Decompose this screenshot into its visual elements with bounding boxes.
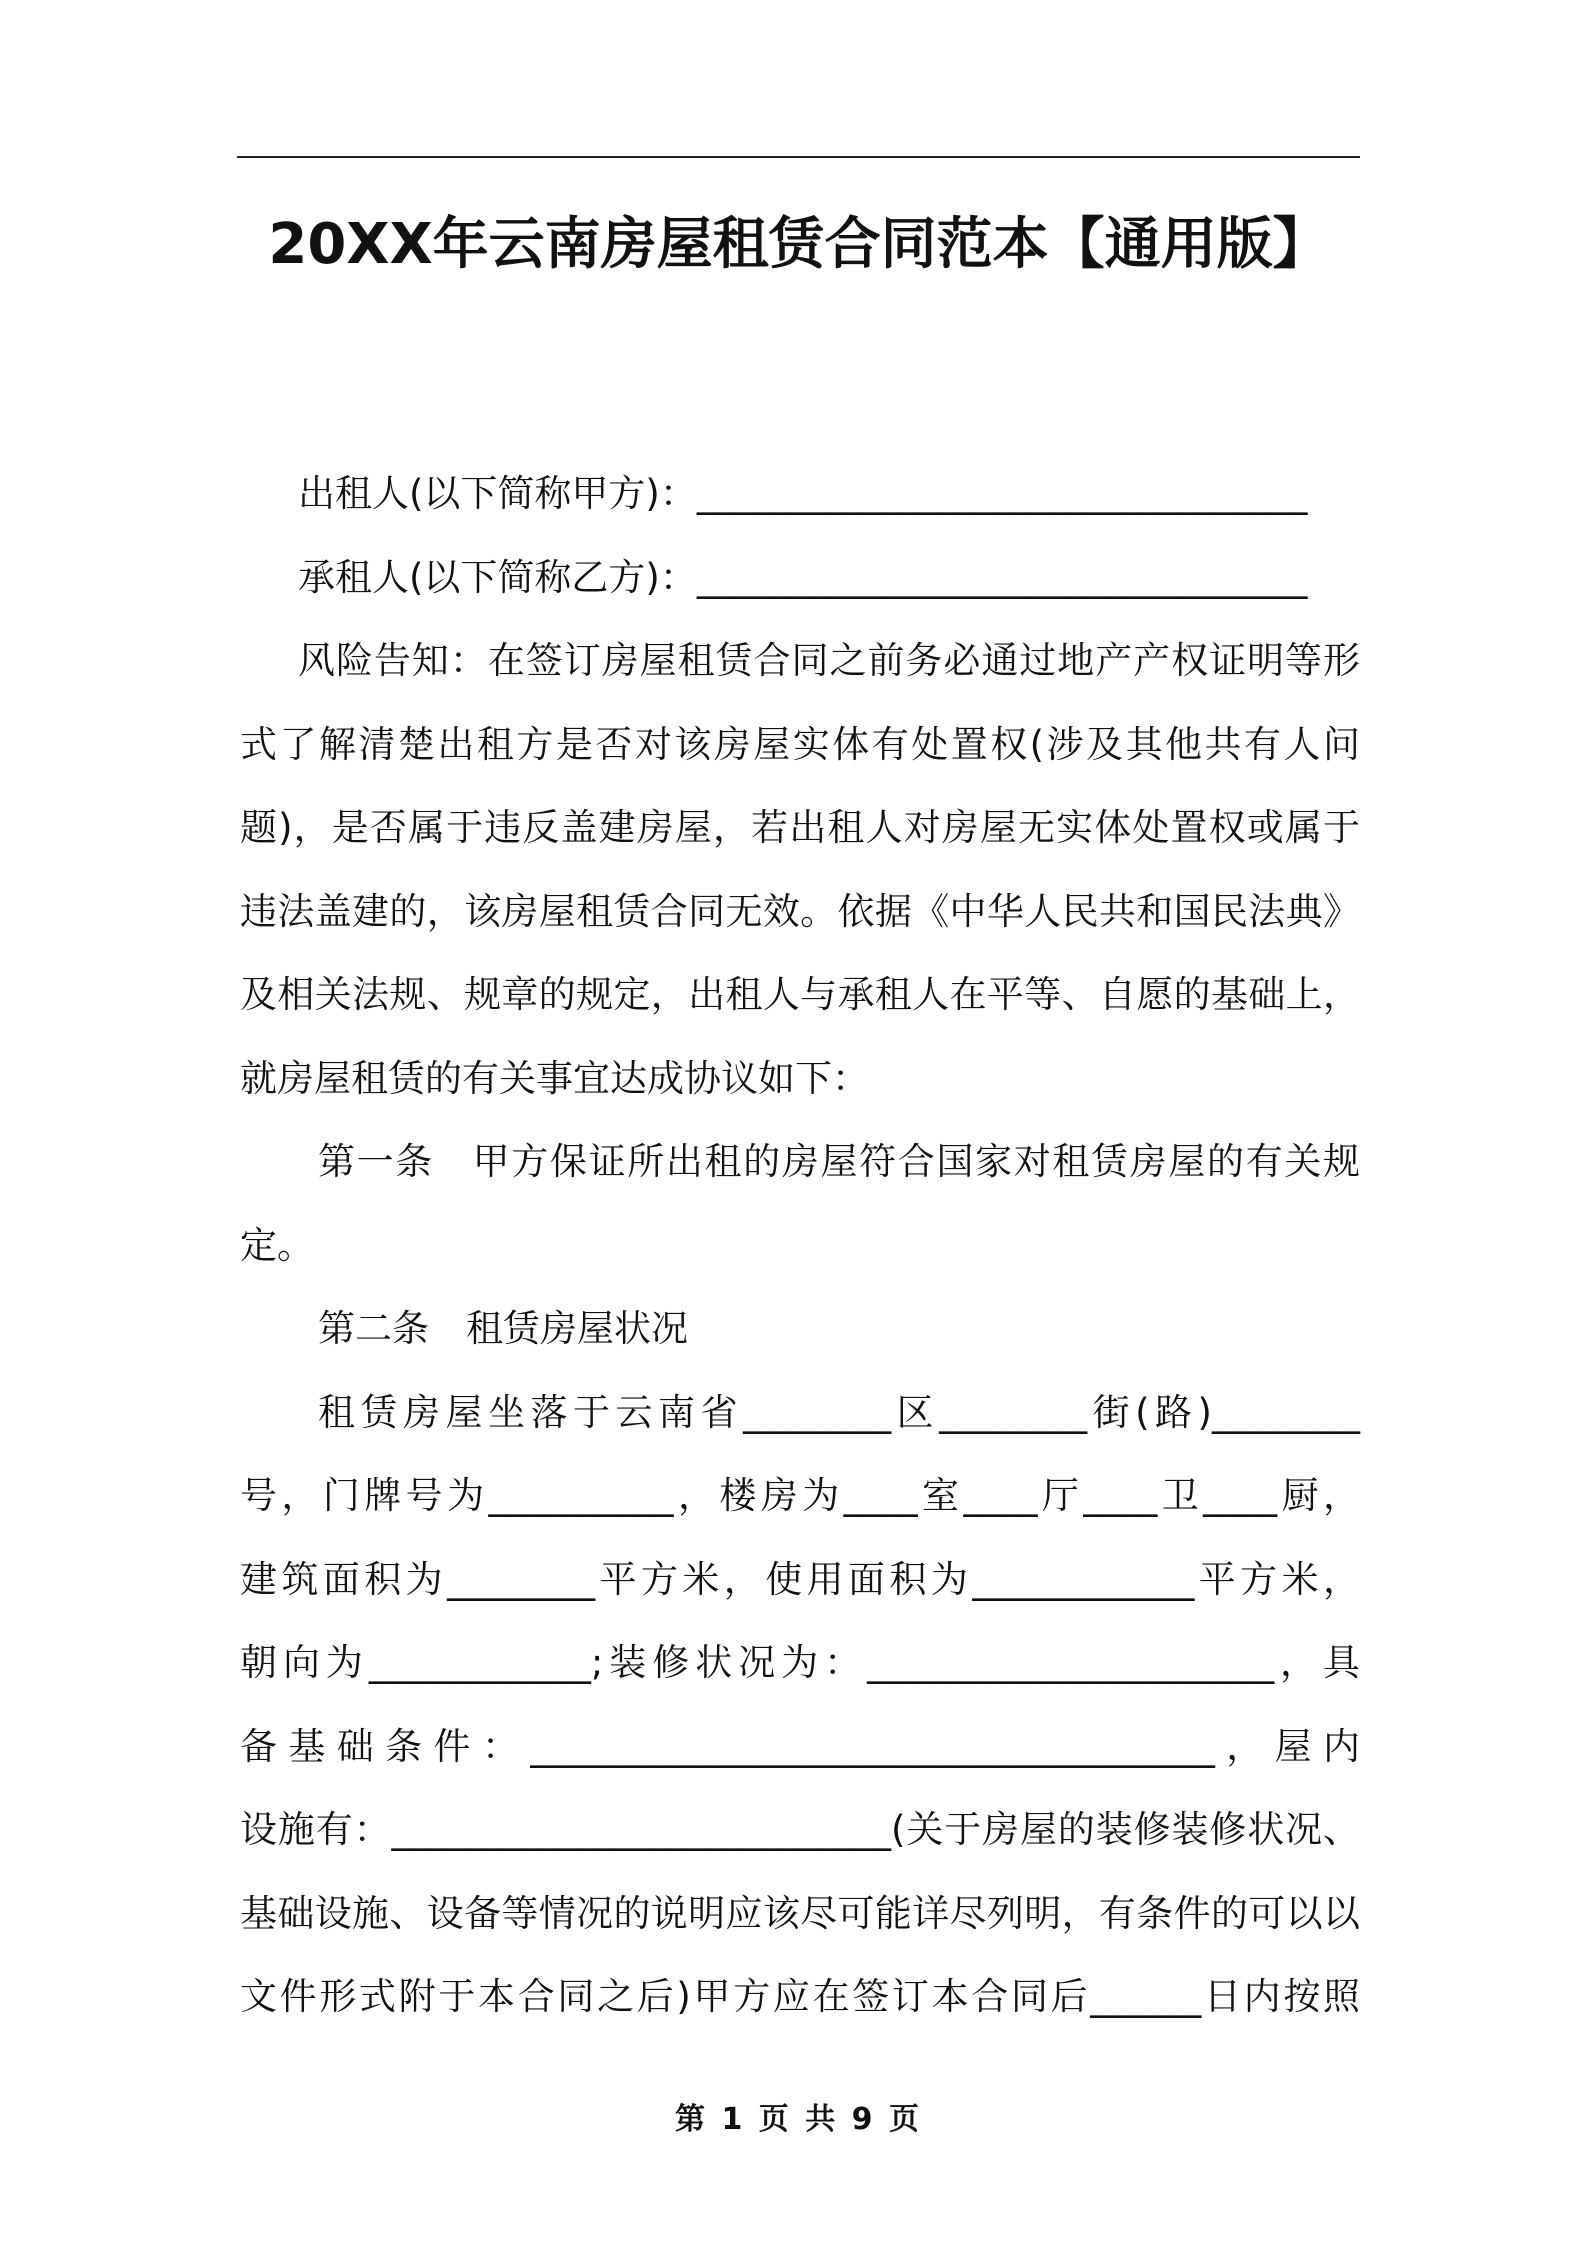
header-rule [237,156,1360,158]
page-number: 第 1 页 共 9 页 [675,2102,922,2137]
article-2-heading: 第二条 租赁房屋状况 [318,1307,688,1350]
paragraph-line: 基础设施、设备等情况的说明应该尽可能详尽列明，有条件的可以以 [240,1891,1360,1935]
document-title: 20XX年云南房屋租赁合同范本【通用版】 [268,212,1329,277]
paragraph-line: 文件形式附于本合同之后)甲方应在签订本合同后______日内按照 [240,1975,1360,2018]
paragraph-line: 租赁房屋坐落于云南省________区________街(路)________ [318,1390,1360,1434]
paragraph-line: 题)，是否属于违反盖建房屋，若出租人对房屋无实体处置权或属于 [240,806,1360,849]
paragraph-line: 朝向为____________;装修状况为：______________________，具 [240,1641,1360,1684]
document-body [240,452,1360,2039]
paragraph-line: 式了解清楚出租方是否对该房屋实体有处置权(涉及其他共有人问 [240,722,1360,766]
lessee-line: 承租人(以下简称乙方)：_________________________________ [298,555,1308,599]
paragraph-line: 备基础条件：_____________________________________，屋内 [240,1724,1360,1768]
paragraph-line: 及相关法规、规章的规定，出租人与承租人在平等、自愿的基础上， [240,973,1360,1016]
paragraph-line: 建筑面积为________平方米，使用面积为____________平方米， [240,1557,1360,1601]
paragraph-line: 违法盖建的，该房屋租赁合同无效。依据《中华人民共和国民法典》 [240,889,1360,933]
paragraph-line: 就房屋租赁的有关事宜达成协议如下： [240,1056,869,1100]
article-1-line: 定。 [240,1223,314,1267]
paragraph-line: 设施有：___________________________(关于房屋的装修装修状况、 [240,1808,1360,1851]
paragraph-line: 风险告知：在签订房屋租赁合同之前务必通过地产产权证明等形 [298,639,1360,682]
lessor-line: 出租人(以下简称甲方)：_________________________________ [298,472,1308,515]
paragraph-line: 号，门牌号为__________，楼房为____室____厅____卫____厨， [240,1474,1360,1517]
article-1-line: 第一条 甲方保证所出租的房屋符合国家对租赁房屋的有关规 [318,1140,1360,1183]
